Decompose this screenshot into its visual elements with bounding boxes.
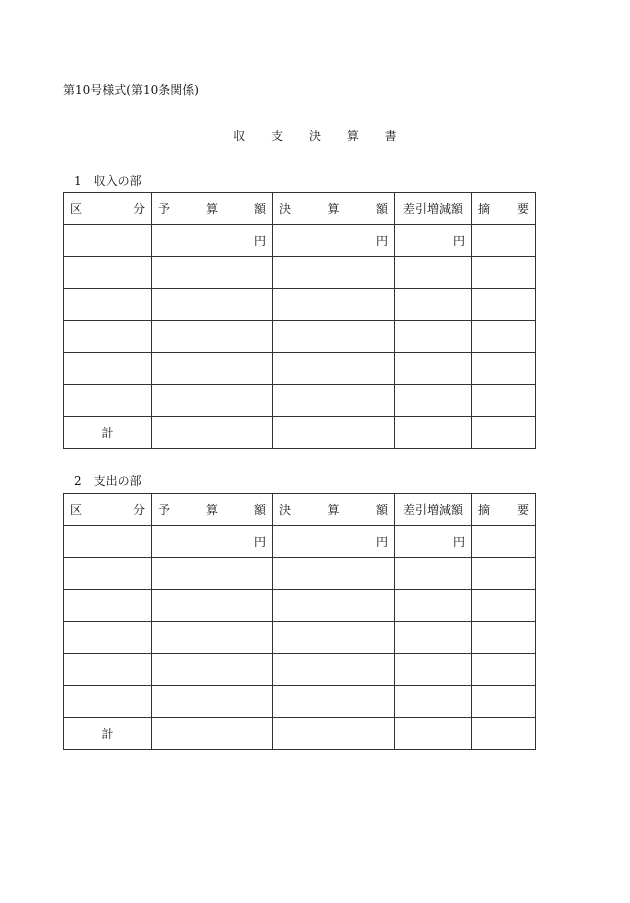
table-cell[interactable] bbox=[273, 353, 395, 385]
header-remarks: 摘 要 bbox=[472, 193, 536, 225]
table-cell[interactable] bbox=[152, 622, 273, 654]
table-cell[interactable] bbox=[273, 558, 395, 590]
header-difference: 差引増減額 bbox=[395, 494, 472, 526]
table-row bbox=[64, 353, 536, 385]
table-row bbox=[64, 558, 536, 590]
table-cell[interactable] bbox=[152, 257, 273, 289]
table-cell[interactable] bbox=[395, 417, 472, 449]
table-row bbox=[64, 321, 536, 353]
document-title bbox=[0, 127, 630, 144]
table-cell[interactable] bbox=[152, 654, 273, 686]
table-cell[interactable] bbox=[472, 289, 536, 321]
table-cell[interactable] bbox=[273, 718, 395, 750]
header-category: 区 分 bbox=[64, 193, 152, 225]
table-header-row bbox=[64, 494, 536, 526]
table-cell[interactable] bbox=[395, 654, 472, 686]
table-cell[interactable] bbox=[472, 686, 536, 718]
header-budget: 予 算 額 bbox=[152, 193, 273, 225]
title-char: 算 bbox=[346, 129, 359, 143]
table-cell[interactable] bbox=[273, 417, 395, 449]
table-cell[interactable] bbox=[64, 289, 152, 321]
table-cell[interactable] bbox=[64, 686, 152, 718]
table-row bbox=[64, 257, 536, 289]
table-cell[interactable] bbox=[273, 321, 395, 353]
unit-cell[interactable]: 円 bbox=[395, 225, 472, 257]
table-cell[interactable] bbox=[273, 289, 395, 321]
unit-cell[interactable]: 円 bbox=[273, 526, 395, 558]
total-label: 計 bbox=[64, 417, 152, 449]
unit-cell[interactable]: 円 bbox=[395, 526, 472, 558]
table-row bbox=[64, 622, 536, 654]
table-cell[interactable] bbox=[472, 385, 536, 417]
table-cell[interactable] bbox=[64, 257, 152, 289]
title-char: 決 bbox=[308, 129, 321, 143]
table-cell[interactable] bbox=[64, 622, 152, 654]
table-cell[interactable] bbox=[273, 385, 395, 417]
title-char: 支 bbox=[271, 129, 284, 143]
table-cell[interactable] bbox=[152, 417, 273, 449]
table-cell[interactable] bbox=[472, 417, 536, 449]
table-cell[interactable] bbox=[472, 654, 536, 686]
table-cell[interactable] bbox=[395, 686, 472, 718]
table-cell[interactable] bbox=[395, 289, 472, 321]
table-cell[interactable] bbox=[273, 686, 395, 718]
total-row bbox=[64, 417, 536, 449]
table-cell[interactable] bbox=[64, 590, 152, 622]
table-cell[interactable] bbox=[273, 590, 395, 622]
expense-section-label: 2 支出の部 bbox=[74, 474, 142, 488]
table-cell[interactable] bbox=[472, 590, 536, 622]
title-char: 書 bbox=[384, 129, 397, 143]
table-row bbox=[64, 590, 536, 622]
header-category: 区 分 bbox=[64, 494, 152, 526]
table-cell[interactable] bbox=[64, 526, 152, 558]
table-header-row bbox=[64, 193, 536, 225]
table-cell[interactable] bbox=[273, 622, 395, 654]
table-cell[interactable] bbox=[395, 718, 472, 750]
table-cell[interactable] bbox=[152, 353, 273, 385]
table-cell[interactable] bbox=[152, 718, 273, 750]
table-cell[interactable] bbox=[395, 353, 472, 385]
table-cell[interactable] bbox=[64, 225, 152, 257]
table-cell[interactable] bbox=[152, 558, 273, 590]
table-cell[interactable] bbox=[273, 257, 395, 289]
table-cell[interactable] bbox=[64, 321, 152, 353]
table-row bbox=[64, 225, 536, 257]
table-cell[interactable] bbox=[152, 385, 273, 417]
table-row bbox=[64, 654, 536, 686]
table-cell[interactable] bbox=[472, 622, 536, 654]
expense-table bbox=[63, 493, 536, 750]
table-cell[interactable] bbox=[273, 654, 395, 686]
table-cell[interactable] bbox=[472, 558, 536, 590]
table-cell[interactable] bbox=[472, 526, 536, 558]
table-row bbox=[64, 526, 536, 558]
total-label: 計 bbox=[64, 718, 152, 750]
table-cell[interactable] bbox=[395, 321, 472, 353]
table-cell[interactable] bbox=[472, 257, 536, 289]
table-cell[interactable] bbox=[472, 718, 536, 750]
table-cell[interactable] bbox=[152, 289, 273, 321]
total-row bbox=[64, 718, 536, 750]
table-cell[interactable] bbox=[152, 321, 273, 353]
header-settlement: 決 算 額 bbox=[273, 494, 395, 526]
table-cell[interactable] bbox=[64, 654, 152, 686]
table-cell[interactable] bbox=[395, 622, 472, 654]
table-cell[interactable] bbox=[64, 385, 152, 417]
table-cell[interactable] bbox=[152, 686, 273, 718]
table-cell[interactable] bbox=[472, 321, 536, 353]
table-cell[interactable] bbox=[152, 590, 273, 622]
unit-cell[interactable]: 円 bbox=[273, 225, 395, 257]
table-row bbox=[64, 385, 536, 417]
header-settlement: 決 算 額 bbox=[273, 193, 395, 225]
table-cell[interactable] bbox=[472, 225, 536, 257]
table-cell[interactable] bbox=[64, 353, 152, 385]
table-cell[interactable] bbox=[395, 590, 472, 622]
header-remarks: 摘 要 bbox=[472, 494, 536, 526]
table-row bbox=[64, 289, 536, 321]
title-char: 収 bbox=[233, 129, 246, 143]
form-number: 第10号様式(第10条関係) bbox=[63, 83, 199, 97]
table-cell[interactable] bbox=[395, 257, 472, 289]
table-cell[interactable] bbox=[472, 353, 536, 385]
table-cell[interactable] bbox=[395, 558, 472, 590]
table-cell[interactable] bbox=[395, 385, 472, 417]
header-difference: 差引増減額 bbox=[395, 193, 472, 225]
unit-cell[interactable]: 円 bbox=[152, 225, 273, 257]
table-cell[interactable] bbox=[64, 558, 152, 590]
income-table bbox=[63, 192, 536, 449]
table-row bbox=[64, 686, 536, 718]
unit-cell[interactable]: 円 bbox=[152, 526, 273, 558]
income-section-label: 1 収入の部 bbox=[74, 174, 142, 188]
header-budget: 予 算 額 bbox=[152, 494, 273, 526]
